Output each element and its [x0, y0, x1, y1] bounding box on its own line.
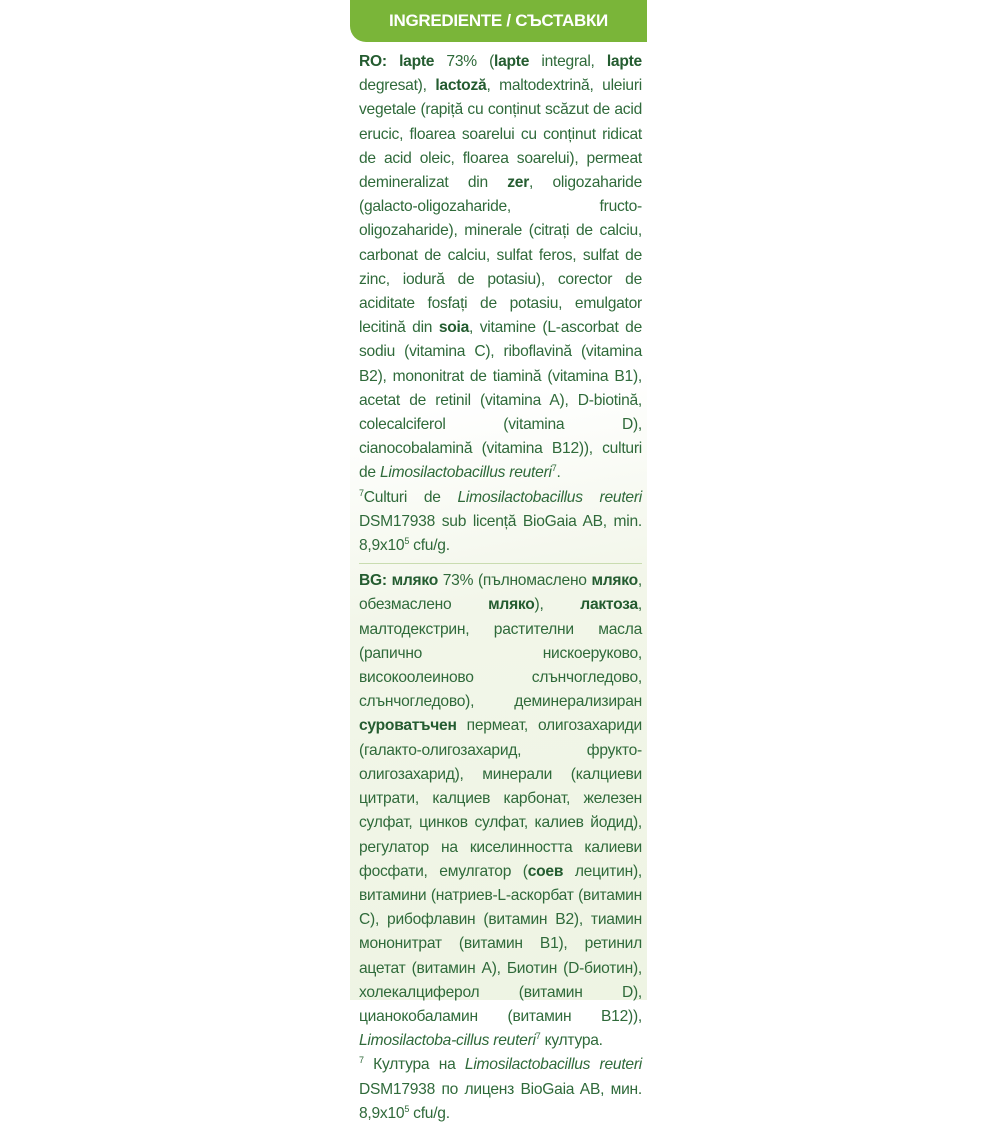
- ro-ingredients: [359, 50, 642, 486]
- bg-lead: BG:: [359, 572, 387, 590]
- footnote-marker: 7: [359, 487, 364, 498]
- allergen-mlyako: мляко: [391, 572, 439, 590]
- ingredients-title: INGREDIENTE / СЪСТАВКИ: [389, 11, 608, 30]
- bg-ingredients: [359, 569, 642, 1053]
- footnote-marker: 7: [535, 1030, 541, 1041]
- allergen-mlyako: мляко: [488, 596, 535, 614]
- footnote-text: DSM17938 по лиценз BioGaia AB, мин. 8,9x10: [359, 1080, 642, 1122]
- allergen-mlyako: мляко: [591, 572, 638, 590]
- ro-text: , maltodextrină, uleiuri vegetale (rapiță cu conținut scăzut de acid erucic, floarea soarelui cu conținut ridicat de acid oleic, floarea soarelui), permeat demineralizat din: [359, 77, 642, 192]
- allergen-soia: soia: [438, 319, 470, 337]
- exponent: 5: [404, 535, 410, 546]
- allergen-soev: соев: [527, 862, 564, 880]
- allergen-zer: zer: [507, 174, 530, 192]
- bg-text: 73% (пълномаслено: [438, 572, 592, 590]
- ro-footnote: [359, 486, 642, 559]
- ingredients-panel: [350, 0, 647, 1122]
- allergen-lapte: lapte: [606, 53, 642, 70]
- ro-text: , oligozaharide (galacto-oligozaharide, fructo-oligozaharide), minerale (citrați de calciu, carbonat de calciu, sulfat feros, sulfat de zinc, iodură de potasiu), corector de aciditate fosfați de potasiu, emulgator lecitină din: [359, 174, 642, 337]
- footnote-marker: 7: [359, 1055, 364, 1066]
- section-divider: [359, 563, 642, 564]
- footnote-marker: 7: [551, 463, 557, 474]
- bg-text: , обезмаслено: [359, 572, 642, 614]
- ro-text: , vitamine (L-ascorbat de sodiu (vitamina C), riboflavină (vitamina B2), mononitrat de tiamină (vitamina B1), acetat de retinil (vitamina A), D-biotină, colecalciferol (vitamina D), cianocobalamină (vitamina B12)), culturi de: [359, 319, 643, 482]
- ro-text: 73% (: [434, 53, 495, 70]
- bg-footnote: [359, 1053, 642, 1126]
- exponent: 5: [404, 1103, 410, 1114]
- allergen-surovatachen: суроватъчен: [359, 717, 457, 735]
- ro-text: .: [556, 464, 561, 482]
- footnote-text: cfu/g.: [409, 1104, 450, 1122]
- allergen-lapte: lapte: [399, 53, 435, 70]
- species-name: Limosilactobacillus reuteri: [379, 464, 552, 482]
- species-name: Limosilactoba-cillus reuteri: [359, 1032, 536, 1050]
- footnote-text: Culturi de: [363, 488, 458, 506]
- allergen-lactoza: lactoză: [435, 77, 487, 95]
- ingredients-body: [359, 50, 642, 1126]
- bg-text: , малтодекстрин, растителни масла (рапично нискоеруково, високоолеиново слънчогледово, слънчогледово), деминерализиран: [359, 596, 642, 711]
- bg-text: култура.: [540, 1032, 603, 1050]
- ingredients-header: [350, 0, 647, 42]
- bg-text: пермеат, олигозахариди (галакто-олигозахарид, фрукто-олигозахарид), минерали (калциеви цитрати, калциев карбонат, железен сулфат, цинков сулфат, калиев йодид), регулатор на киселинността калиеви фосфати, емулгатор (: [359, 717, 642, 880]
- bg-text: лецитин), витамини (натриев-L-аскорбат (витамин С), рибофлавин (витамин В2), тиамин мононитрат (витамин В1), ретинил ацетат (витамин А), Биотин (D-биотин), холекалциферол (витамин D), цианокобаламин (витамин В12)),: [359, 862, 642, 1025]
- footnote-text: Култура на: [363, 1056, 465, 1074]
- species-name: Limosilactobacillus reuteri: [457, 488, 642, 506]
- ro-text: degresat),: [359, 77, 436, 95]
- ro-lead: RO:: [359, 53, 387, 70]
- footnote-text: cfu/g.: [409, 537, 450, 555]
- species-name: Limosilactobacillus reuteri: [464, 1056, 643, 1074]
- bg-text: ),: [534, 596, 581, 614]
- allergen-laktoza: лактоза: [580, 596, 638, 614]
- ro-text: integral,: [529, 53, 607, 70]
- footnote-text: DSM17938 sub licență BioGaia AB, min. 8,9x10: [359, 512, 642, 555]
- allergen-lapte: lapte: [494, 53, 530, 70]
